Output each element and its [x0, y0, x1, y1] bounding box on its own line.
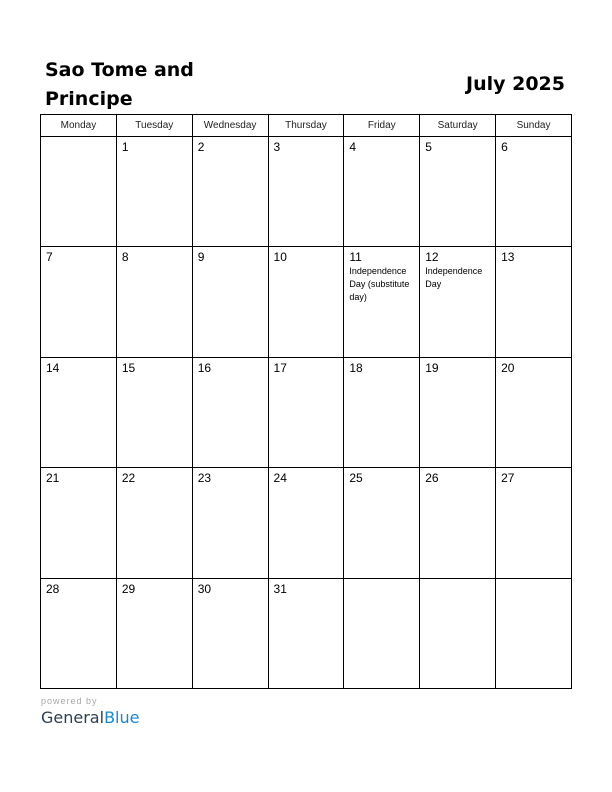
week-row	[41, 247, 572, 357]
weekday-header: Friday	[344, 115, 420, 137]
generalblue-logo[interactable]	[41, 708, 139, 728]
day-number: 9	[197, 250, 205, 265]
day-number: 16	[197, 360, 212, 375]
week-row	[41, 137, 572, 247]
day-cell	[420, 357, 496, 467]
day-cell	[116, 137, 192, 247]
day-number: 17	[273, 360, 287, 375]
country-title: Sao Tome and Principe	[45, 59, 194, 110]
weekday-header: Thursday	[268, 115, 344, 137]
day-cell	[268, 578, 344, 688]
day-number: 5	[425, 140, 432, 154]
week-row	[41, 578, 572, 688]
weekday-header: Wednesday	[192, 115, 268, 137]
day-cell	[344, 247, 420, 357]
day-cell	[116, 468, 192, 578]
day-number: 25	[349, 471, 363, 486]
footer	[41, 696, 139, 728]
weekday-header: Monday	[41, 115, 117, 137]
brand-blue-text: Blue	[104, 708, 140, 727]
day-number	[496, 579, 571, 582]
day-cell	[496, 357, 572, 467]
day-cell	[192, 357, 268, 467]
day-number: 19	[425, 360, 439, 375]
day-cell	[192, 468, 268, 578]
day-cell	[192, 578, 268, 688]
day-number: 31	[273, 581, 287, 596]
day-cell	[116, 357, 192, 467]
day-number	[420, 579, 495, 582]
day-cell	[496, 137, 572, 247]
holiday-label: Independence Day (substitute day)	[349, 266, 410, 303]
week-row	[41, 357, 572, 467]
day-number: 18	[349, 360, 363, 375]
day-cell	[268, 247, 344, 357]
day-number: 8	[121, 250, 129, 265]
week-row	[41, 468, 572, 578]
day-number: 6	[501, 140, 508, 154]
day-number	[344, 579, 419, 582]
brand-general-text: General	[41, 708, 105, 727]
day-number: 4	[349, 140, 357, 154]
day-number: 3	[273, 140, 281, 154]
day-number: 15	[121, 360, 136, 375]
day-number: 11	[349, 250, 362, 265]
day-cell	[420, 137, 496, 247]
day-number: 13	[501, 250, 515, 265]
day-number: 2	[197, 140, 205, 154]
weekday-header: Sunday	[496, 115, 572, 137]
day-number: 20	[501, 360, 515, 375]
day-cell	[344, 468, 420, 578]
day-cell	[420, 247, 496, 357]
day-number: 29	[121, 581, 136, 596]
day-cell	[116, 247, 192, 357]
day-cell	[496, 468, 572, 578]
weekday-header: Saturday	[420, 115, 496, 137]
weekday-header-row	[41, 115, 572, 137]
day-cell	[41, 578, 117, 688]
day-number	[41, 137, 116, 140]
day-number: 7	[46, 250, 53, 265]
day-cell	[268, 357, 344, 467]
day-cell	[420, 578, 496, 688]
day-cell	[41, 357, 117, 467]
day-number: 30	[197, 581, 212, 596]
month-title: July 2025	[466, 73, 565, 95]
holiday-label: Independence Day	[425, 266, 483, 290]
day-number: 14	[46, 360, 60, 375]
day-number: 1	[121, 140, 129, 154]
day-number: 23	[197, 471, 212, 486]
day-cell	[496, 578, 572, 688]
day-cell	[268, 468, 344, 578]
day-cell	[41, 247, 117, 357]
powered-by-label: powered by	[41, 696, 98, 706]
day-cell	[268, 137, 344, 247]
day-number: 21	[46, 471, 60, 486]
day-cell	[192, 137, 268, 247]
day-number: 26	[425, 471, 439, 486]
day-number: 22	[121, 471, 136, 486]
day-cell	[116, 578, 192, 688]
day-number: 27	[501, 471, 515, 486]
day-cell	[192, 247, 268, 357]
day-cell	[496, 247, 572, 357]
day-cell	[344, 137, 420, 247]
day-cell	[344, 357, 420, 467]
day-cell	[344, 578, 420, 688]
calendar-grid	[40, 114, 572, 689]
day-number: 10	[273, 250, 287, 265]
day-number: 12	[425, 250, 439, 265]
weekday-header: Tuesday	[116, 115, 192, 137]
day-cell	[41, 137, 117, 247]
day-number: 24	[273, 471, 287, 486]
day-number: 28	[46, 581, 60, 596]
day-cell	[420, 468, 496, 578]
day-cell	[41, 468, 117, 578]
